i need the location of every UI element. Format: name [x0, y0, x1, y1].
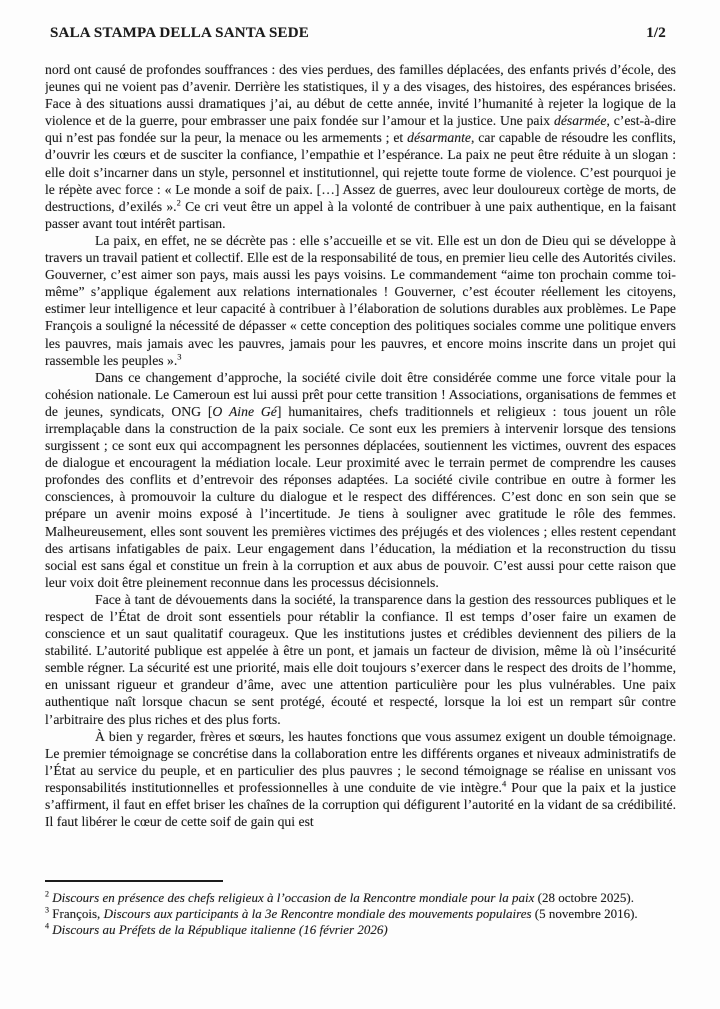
- text-run: Dans ce changement d’approche, la société civile doit être considérée comme une force vitale pour la cohésion nationale. Le Cameroun est lui aussi prêt pour cette transition ! Associations, organisations de femmes et de jeunes, syndicats, ONG [: [45, 369, 676, 419]
- page-title: SALA STAMPA DELLA SANTA SEDE: [50, 25, 310, 41]
- footnote-marker: 2: [45, 889, 50, 899]
- footnote-marker: 3: [45, 905, 50, 915]
- text-run: désarmante: [407, 130, 471, 146]
- footnotes-section: [45, 880, 676, 938]
- page-header: [50, 25, 666, 42]
- paragraph: [45, 591, 676, 728]
- text-run: nord ont causé de profondes souffrances : des vies perdues, des familles déplacées, des enfants privés d’école, des jeunes qui ne voient pas d’avenir. Derrière les statistiques, il y a des visages, des histoires, des espérances brisées. Face à des situations aussi dramatiques j’ai, au début de cette année, invité l’humanité à rejeter la logique de la violence et de la guerre, pour embrasser une paix fondée sur l’amour et la justice. Une paix: [45, 62, 676, 129]
- document-body: [45, 61, 676, 876]
- paragraph: [45, 61, 676, 232]
- text-run: À bien y regarder, frères et sœurs, les hautes fonctions que vous assumez exigent un double témoignage. Le premier témoignage se concrétise dans la collaboration entre les différents organes et niveaux administratifs de l’État au service du peuple, et en particulier des plus pauvres ; le second témoignage se réalise en unissant vos responsabilités institutionnelles et professionnelles à une conduite de vie intègre.: [45, 728, 676, 795]
- paragraph: [45, 232, 676, 369]
- text-run: François,: [52, 906, 104, 921]
- text-run: La paix, en effet, ne se décrète pas : elle s’accueille et se vit. Elle est un don de Dieu qui se développe à travers un travail patient et collectif. Elle est de la responsabilité de tous, en premier lieu celle des Autorités civiles. Gouverner, c’est aimer son pays, mais aussi les pays voisins. Le commandement “aime ton prochain comme toi-même” s’applique également aux relations internationales ! Gouverner, c’est écouter réellement les citoyens, estimer leur intelligence et leur capacité à contribuer à l’élaboration de solutions durables aux problèmes. Le Pape François a souligné la nécessité de dépasser « cette conception des politiques sociales comme une politique envers les pauvres, mais jamais avec les pauvres, jamais pour les pauvres, et encore moins inscrite dans un projet qui rassemble les peuples ».: [45, 232, 676, 368]
- text-run: désarmée: [553, 113, 607, 129]
- text-run: Discours aux participants à la 3e Rencontre mondiale des mouvements populaires: [103, 906, 532, 921]
- text-run: O Aine Gé: [212, 403, 277, 419]
- text-run: , car capable de résoudre les conflits, d’ouvrir les cœurs et de susciter la confiance, l’empathie et l’espérance. La paix ne peut être réduite à un slogan : elle doit s’incarner dans un style, personnel et institutionnel, qui rejette toute forme de violence. C’est pourquoi je le répète avec force : « Le monde a soif de paix. […] Assez de guerres, avec leur douloureux cortège de morts, de destructions, d’exilés ».: [45, 130, 676, 214]
- footnote-separator: [45, 880, 223, 882]
- footnote-reference: 2: [176, 197, 181, 208]
- footnote-list: [45, 890, 676, 938]
- text-run: (5 novembre 2016).: [531, 906, 638, 921]
- footnote-reference: 3: [177, 351, 182, 362]
- paragraph: [45, 369, 676, 591]
- text-run: Discours en présence des chefs religieux à l’occasion de la Rencontre mondiale pour la paix: [52, 890, 535, 905]
- page-number: 1/2: [646, 25, 666, 41]
- footnote-reference: 4: [501, 778, 507, 789]
- text-run: (28 octobre 2025).: [534, 890, 635, 905]
- footnote: [45, 922, 676, 938]
- text-run: Pour que la paix et la justice s’affirment, il faut en effet briser les chaînes de la corruption qui défigurent l’autorité en la vidant de sa crédibilité. Il faut libérer le cœur de cette soif de gain qui est: [45, 779, 676, 830]
- text-run: ] humanitaires, chefs traditionnels et religieux : tous jouent un rôle irremplaçable dans la construction de la paix sociale. Ce sont eux les premiers à intervenir lorsque des tensions surgissent ; ce sont eux qui accompagnent les personnes déplacées, soutiennent les victimes, ouvrent des espaces de dialogue et encouragent la médiation locale. Leur proximité avec le terrain permet de comprendre les causes profondes des conflits et d’entrevoir des réponses adaptées. La société civile contribue en outre à former les consciences, à promouvoir la culture du dialogue et le respect des différences. C’est donc en son sein que se prépare un avenir moins exposé à l’incertitude. Je tiens à souligner avec gratitude le rôle des femmes. Malheureusement, elles sont souvent les premières victimes des préjugés et des violences ; elles restent cependant des artisans infatigables de paix. Leur engagement dans l’éducation, la médiation et la reconstruction du tissu social est sans égal et constitue un frein à la corruption et aux abus de pouvoir. C’est aussi pour cette raison que leur voix doit être pleinement reconnue dans les processus décisionnels.: [45, 403, 676, 590]
- text-run: , c’est-à-dire qui n’est pas fondée sur la peur, la menace ou les armements ; et: [45, 113, 676, 146]
- paragraph: [45, 728, 676, 831]
- text-run: Ce cri veut être un appel à la volonté de contribuer à une paix authentique, en la faisant passer avant tout intérêt partisan.: [45, 198, 676, 231]
- footnote-marker: 4: [45, 921, 50, 931]
- footnote: [45, 890, 676, 906]
- footnote: [45, 906, 676, 922]
- text-run: Discours au Préfets de la République italienne (16 février 2026): [52, 922, 388, 937]
- text-run: Face à tant de dévouements dans la société, la transparence dans la gestion des ressources publiques et le respect de l’État de droit sont essentiels pour rétablir la confiance. Il est temps d’oser faire un examen de conscience et un saut qualitatif courageux. Que les institutions justes et crédibles deviennent des piliers de la stabilité. L’autorité publique est appelée à être un pont, et jamais un facteur de division, même là où l’insécurité semble régner. La sécurité est une priorité, mais elle doit toujours s’exercer dans le respect des droits de l’homme, en unissant rigueur et grandeur d’âme, avec une attention particulière pour les plus vulnérables. Une paix authentique naît lorsque chacun se sent protégé, écouté et respecté, lorsque la loi est un rempart sûr contre l’arbitraire des plus riches et des plus forts.: [45, 591, 676, 727]
